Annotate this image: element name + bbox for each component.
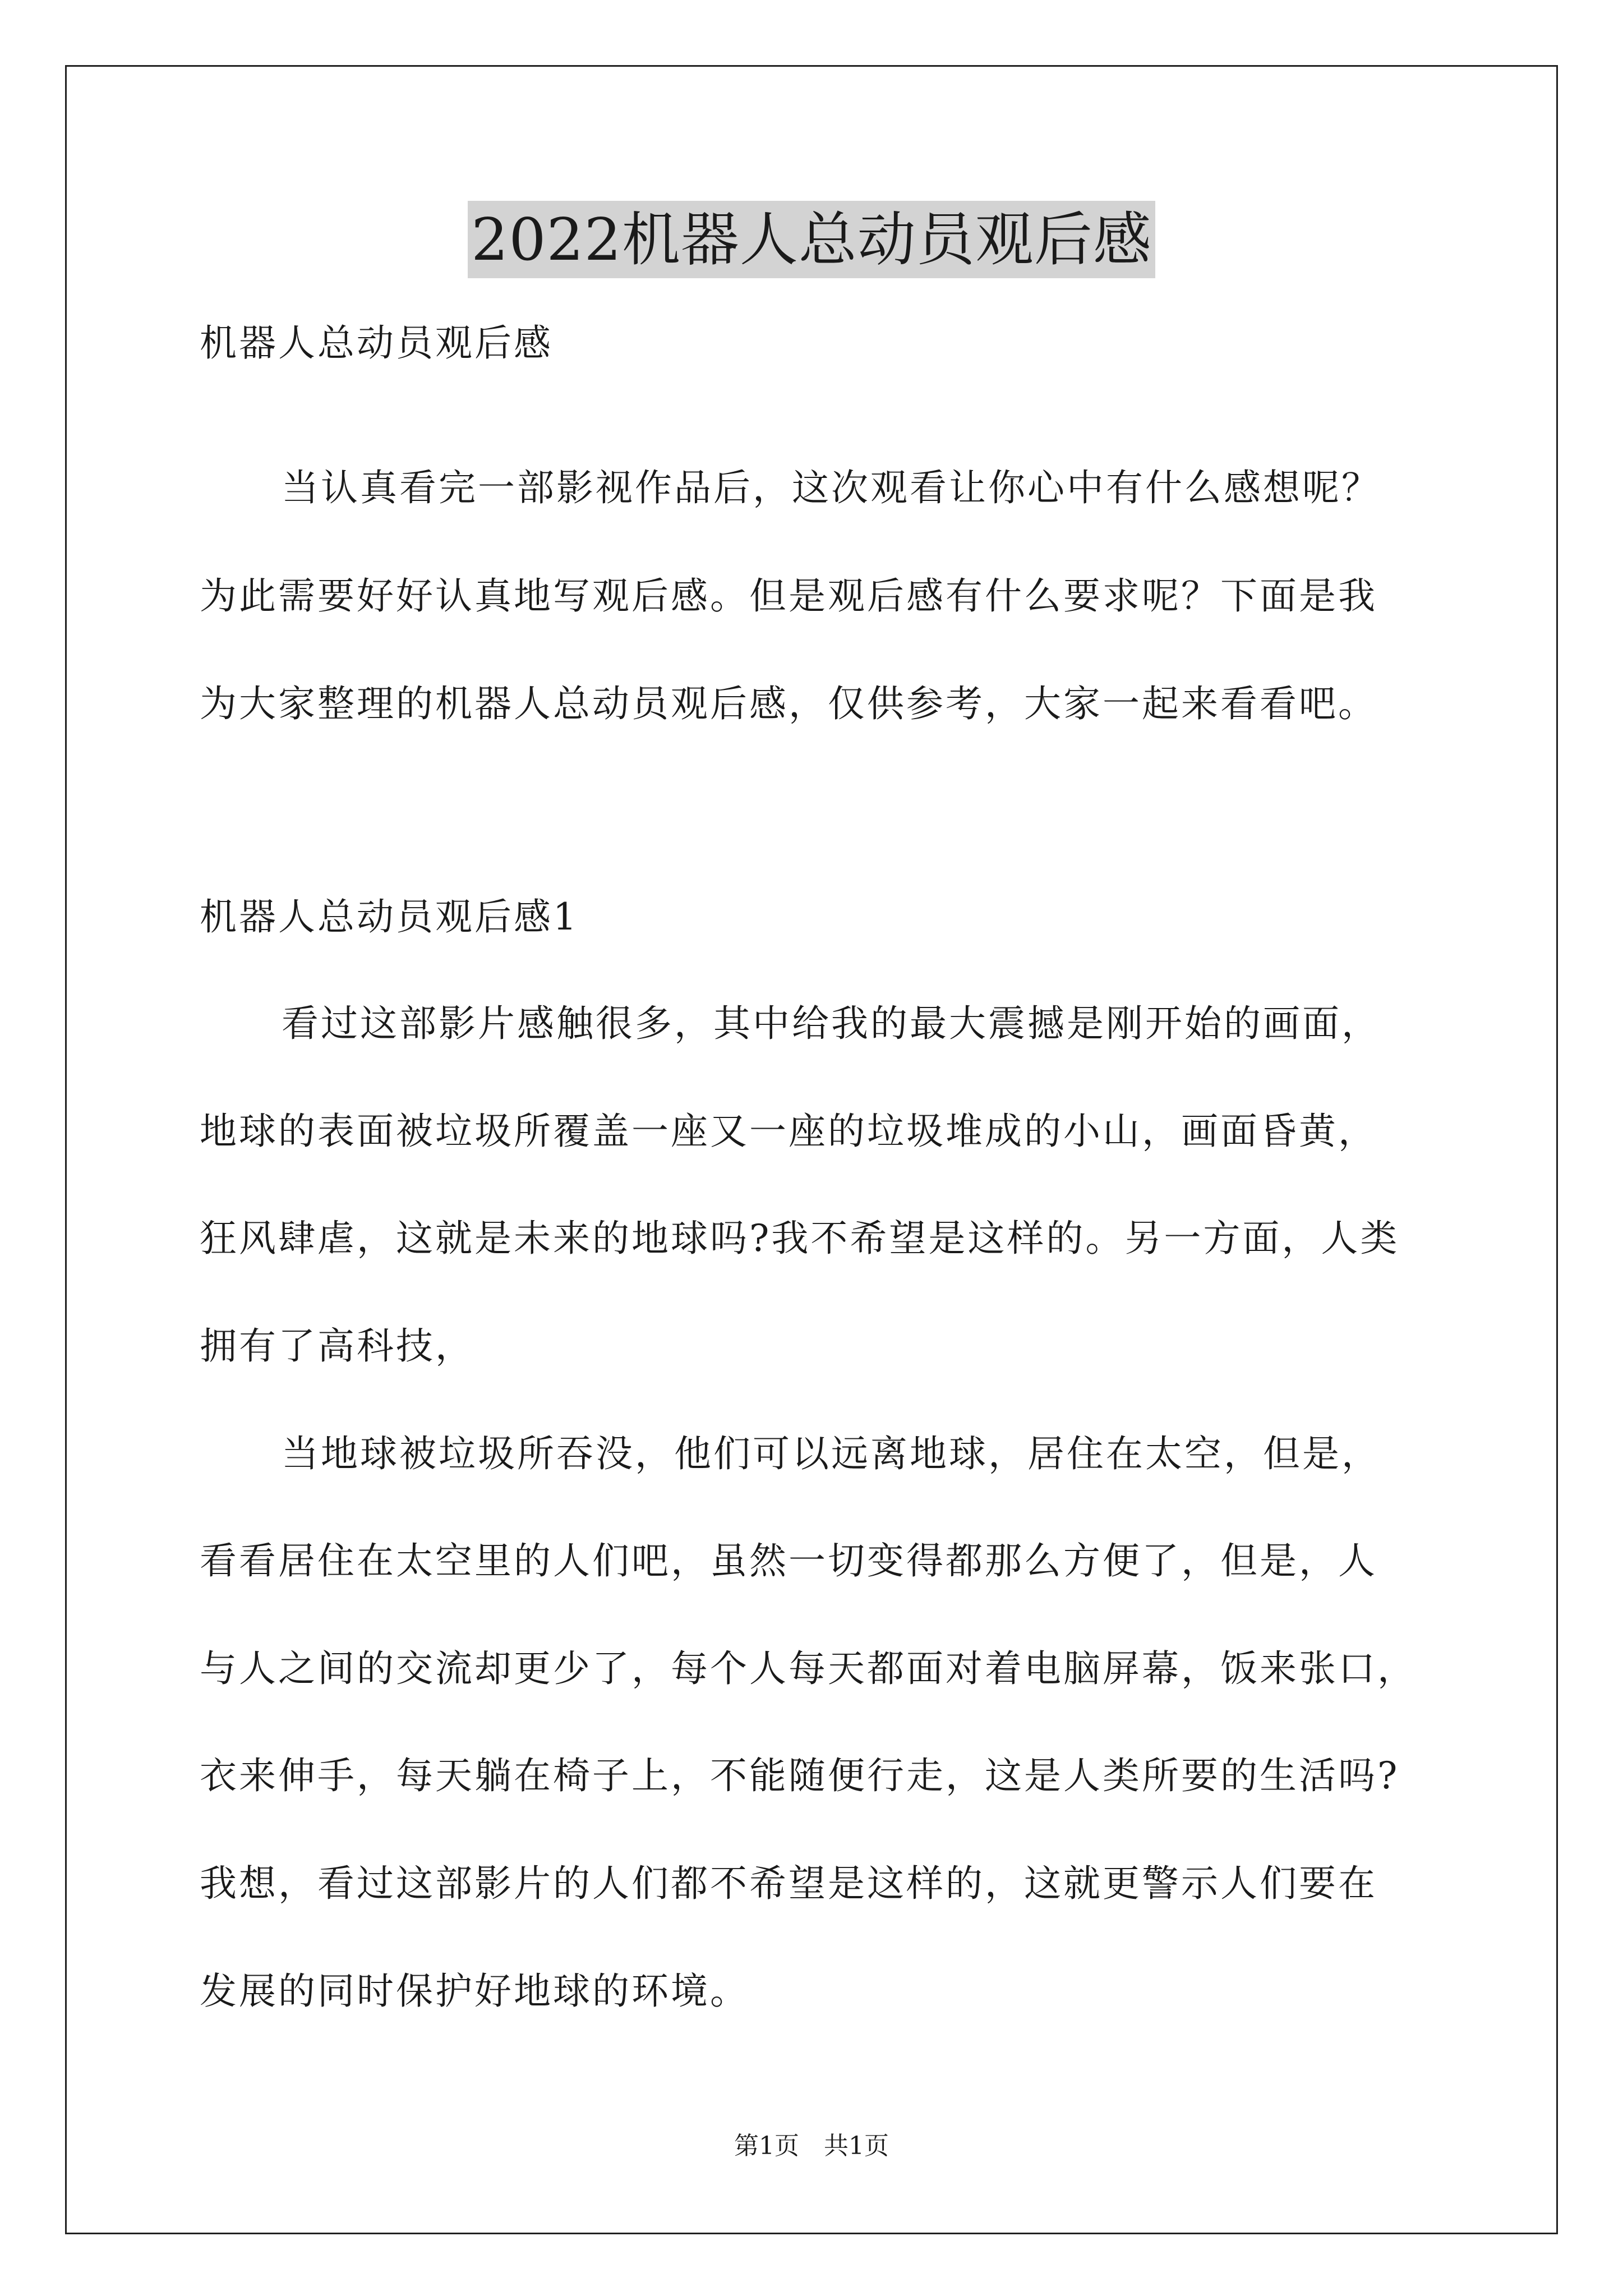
page-number: 第1页 (734, 2132, 799, 2160)
intro-line-3: 为大家整理的机器人总动员观后感，仅供参考，大家一起来看看吧。 (200, 682, 1377, 725)
paragraph1-line-2: 地球的表面被垃圾所覆盖一座又一座的垃圾堆成的小山，画面昏黄， (200, 1110, 1377, 1153)
paragraph1-line-1: 看过这部影片感触很多，其中给我的最大震撼是刚开始的画面， (282, 1002, 1381, 1045)
paragraph2-line-4: 衣来伸手，每天躺在椅子上，不能随便行走，这是人类所要的生活吗? (200, 1754, 1400, 1797)
paragraph2-line-6: 发展的同时保护好地球的环境。 (200, 1970, 749, 2013)
document-title: 2022机器人总动员观后感 (468, 201, 1155, 278)
section-heading: 机器人总动员观后感1 (200, 895, 579, 938)
paragraph2-line-1: 当地球被垃圾所吞没，他们可以远离地球，居住在太空，但是， (282, 1432, 1381, 1475)
intro-line-2: 为此需要好好认真地写观后感。但是观后感有什么要求呢？下面是我 (200, 574, 1377, 618)
paragraph2-line-2: 看看居住在太空里的人们吧，虽然一切变得都那么方便了，但是，人 (200, 1539, 1377, 1582)
paragraph2-line-5: 我想，看过这部影片的人们都不希望是这样的，这就更警示人们要在 (200, 1862, 1377, 1905)
paragraph1-line-4: 拥有了高科技， (200, 1324, 474, 1368)
page-footer (0, 2129, 1623, 2163)
paragraph2-line-3: 与人之间的交流却更少了，每个人每天都面对着电脑屏幕，饭来张口， (200, 1647, 1417, 1690)
intro-line-1: 当认真看完一部影视作品后，这次观看让你心中有什么感想呢？ (282, 466, 1381, 509)
subtitle: 机器人总动员观后感 (200, 321, 553, 365)
page-total: 共1页 (824, 2132, 889, 2160)
title-container (0, 201, 1623, 278)
paragraph1-line-3: 狂风肆虐，这就是未来的地球吗?我不希望是这样的。另一方面，人类 (200, 1217, 1400, 1260)
